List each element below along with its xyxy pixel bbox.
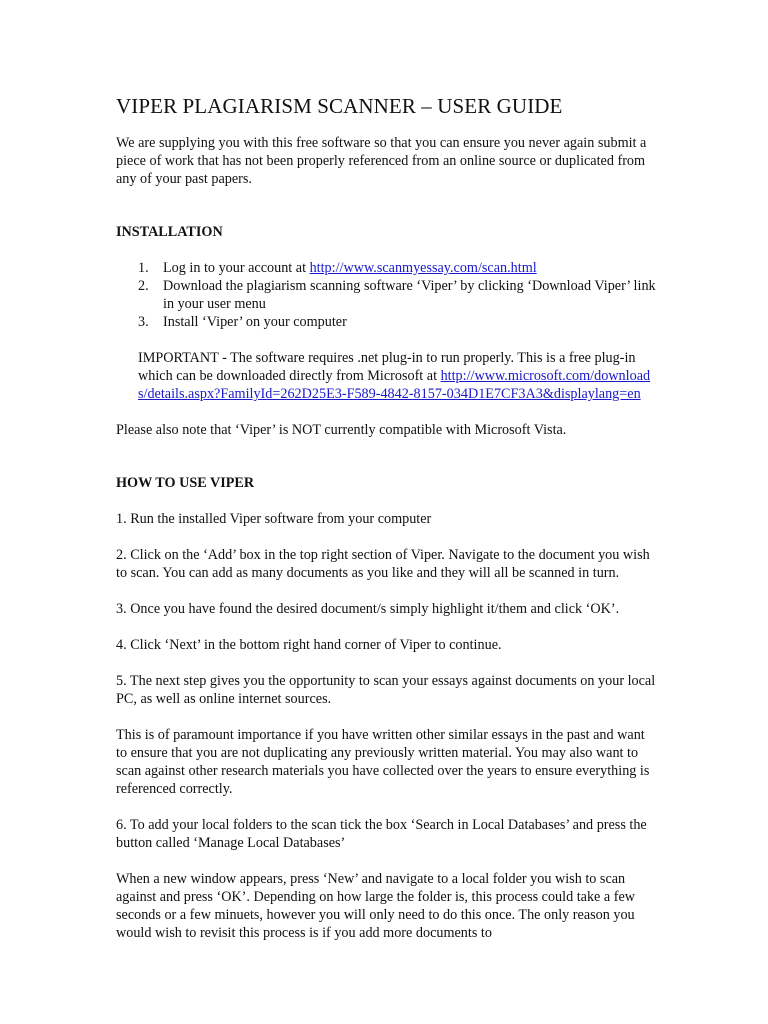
installation-step xyxy=(116,313,656,331)
how-to-paragraph: When a new window appears, press ‘New’ and navigate to a local folder you wish to scan against and press ‘OK’. Depending on how large the folder is, this process could take a few seconds or a few minuets, however you will only need to do this once. The only reason you would wish to revisit this process is if you add more documents to xyxy=(116,871,636,941)
installation-step xyxy=(116,277,656,313)
installation-heading: INSTALLATION xyxy=(116,224,223,240)
step-number: 1. xyxy=(138,260,149,276)
step-text: Download the plagiarism scanning software ‘Viper’ by clicking ‘Download Viper’ link in your user menu xyxy=(163,278,656,312)
how-to-paragraph: This is of paramount importance if you have written other similar essays in the past and want to ensure that you are not duplicating any previously written material. You may also want to scan against other research materials you have collected over the years to ensure everything is referenced correctly. xyxy=(116,727,650,797)
microsoft-download-link[interactable]: http://www.microsoft.com/downloads/details.aspx?FamilyId=262D25E3-F589-4842-8157-034D1E7CF3A3&displaylang=en xyxy=(138,368,651,402)
how-to-paragraph: 6. To add your local folders to the scan tick the box ‘Search in Local Databases’ and press the button called ‘Manage Local Databases’ xyxy=(116,817,647,851)
intro-paragraph: We are supplying you with this free software so that you can ensure you never again submit a piece of work that has not been properly referenced from an online source or duplicated from any of your past papers. xyxy=(116,135,647,187)
document-body xyxy=(116,92,656,960)
how-to-paragraph: 5. The next step gives you the opportunity to scan your essays against documents on your local PC, as well as online internet sources. xyxy=(116,673,656,707)
installation-steps xyxy=(116,259,656,331)
page-title: VIPER PLAGIARISM SCANNER – USER GUIDE xyxy=(116,94,563,118)
step-text: Install ‘Viper’ on your computer xyxy=(163,314,347,330)
how-to-paragraph: 4. Click ‘Next’ in the bottom right hand corner of Viper to continue. xyxy=(116,637,502,653)
how-to-paragraph: 1. Run the installed Viper software from your computer xyxy=(116,511,432,527)
important-note xyxy=(138,349,656,403)
scan-page-link[interactable]: http://www.scanmyessay.com/scan.html xyxy=(309,260,537,276)
step-text: Log in to your account at xyxy=(163,260,310,276)
how-to-paragraph: 2. Click on the ‘Add’ box in the top right section of Viper. Navigate to the document you wish to scan. You can add as many documents as you like and they will all be scanned in turn. xyxy=(116,547,650,581)
step-number: 3. xyxy=(138,314,149,330)
vista-note: Please also note that ‘Viper’ is NOT currently compatible with Microsoft Vista. xyxy=(116,422,567,438)
installation-step xyxy=(116,259,656,277)
important-text: IMPORTANT - The software requires .net plug-in to run properly. This is a free plug-in which can be downloaded directly from Microsoft at xyxy=(138,350,636,384)
step-number: 2. xyxy=(138,278,149,294)
how-to-paragraph: 3. Once you have found the desired document/s simply highlight it/them and click ‘OK’. xyxy=(116,601,620,617)
how-to-heading: HOW TO USE VIPER xyxy=(116,475,255,491)
